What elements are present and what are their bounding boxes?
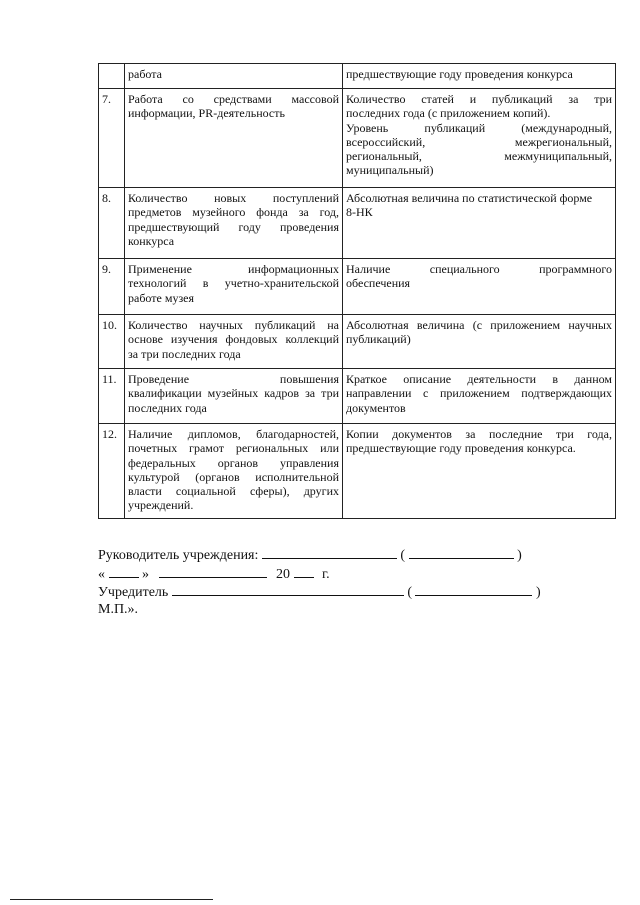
- stamp-line: [98, 602, 541, 619]
- criterion-name: [125, 259, 343, 315]
- text-line: Работа со средствами массовой: [128, 92, 339, 106]
- text-line: направлении с приложением подтверждающих: [346, 386, 612, 401]
- criterion-description: [343, 64, 616, 89]
- signature-blank: [172, 583, 404, 596]
- table-row: [99, 89, 616, 188]
- table-row: [99, 369, 616, 424]
- text-line: предшествующие году проведения конкурса.: [346, 441, 576, 456]
- text-line: региональный, межмуниципальный,: [346, 149, 612, 164]
- text-line: Наличие специального программного: [346, 262, 612, 276]
- founder-signature-line: [98, 583, 541, 602]
- text-line: Краткое описание деятельности в данном: [346, 372, 612, 386]
- open-paren: (: [400, 548, 406, 563]
- text-line: информации, PR-деятельность: [128, 106, 285, 121]
- signature-block: [98, 546, 541, 618]
- criterion-name: [125, 188, 343, 259]
- text-line: Наличие дипломов, благодарностей,: [128, 427, 339, 441]
- text-line: работе музея: [128, 290, 195, 305]
- year-prefix: 20: [276, 566, 290, 582]
- close-paren: ): [517, 548, 522, 563]
- text-line: власти социальной сферы), других: [128, 484, 339, 499]
- text-line: документов: [346, 400, 406, 415]
- text-line: квалификации музейных кадров за три: [128, 386, 339, 401]
- text-line: обеспечения: [346, 276, 411, 291]
- criterion-description: [343, 369, 616, 424]
- day-blank: [109, 565, 139, 578]
- close-paren: ): [535, 585, 541, 601]
- text-line: предметов музейного фонда за год,: [128, 205, 339, 220]
- text-line: федеральных органов управления: [128, 455, 339, 470]
- text-line: предшествующий году проведения: [128, 219, 339, 234]
- text-line: почетных грамот региональных или: [128, 441, 339, 456]
- text-line: Уровень публикаций (международный,: [346, 120, 612, 135]
- text-line: Проведение повышения: [128, 372, 339, 386]
- text-line: Абсолютная величина (с приложением научных: [346, 318, 612, 332]
- text-line: всероссийский, межрегиональный,: [346, 134, 612, 149]
- text-line: учреждений.: [128, 498, 194, 513]
- row-number: 11.: [99, 369, 125, 424]
- row-number: 9.: [99, 259, 125, 315]
- criterion-description: [343, 315, 616, 369]
- text-line: последних года (с приложением копий).: [346, 106, 551, 121]
- name-blank: [409, 546, 514, 559]
- text-line: Количество новых поступлений: [128, 191, 339, 205]
- criterion-name: [125, 424, 343, 519]
- table-row: [99, 315, 616, 369]
- text-line: предшествующие году проведения конкурса: [346, 67, 573, 81]
- criterion-name: [125, 315, 343, 369]
- text-line: Количество научных публикаций на: [128, 318, 339, 332]
- criterion-description: [343, 89, 616, 188]
- footnote-divider: [10, 899, 213, 900]
- row-number: 12.: [99, 424, 125, 519]
- head-signature-line: [98, 546, 541, 565]
- text-line: 8-НК: [346, 205, 373, 220]
- quote-open: «: [98, 566, 105, 582]
- month-blank: [159, 565, 267, 578]
- text-line: Абсолютная величина по статистической форме: [346, 191, 593, 205]
- text-line: публикаций): [346, 332, 411, 347]
- text-line: муниципальный): [346, 163, 434, 178]
- text-line: за три последних года: [128, 346, 241, 361]
- text-line: технологий в учетно-хранительской: [128, 276, 339, 291]
- table-row: [99, 424, 616, 519]
- founder-label: Учредитель: [98, 585, 169, 601]
- text-line: культурой (органов исполнительной: [128, 469, 339, 484]
- text-line: конкурса: [128, 233, 175, 248]
- head-label: Руководитель учреждения:: [98, 548, 259, 563]
- text-line: Применение информационных: [128, 262, 339, 276]
- criterion-description: [343, 424, 616, 519]
- criterion-name: [125, 64, 343, 89]
- table-row: [99, 64, 616, 89]
- year-suffix: г.: [322, 566, 330, 582]
- row-number: 7.: [99, 89, 125, 188]
- row-number: 10.: [99, 315, 125, 369]
- criterion-description: [343, 259, 616, 315]
- text-line: последних года: [128, 400, 207, 415]
- signature-blank: [262, 546, 397, 559]
- open-paren: (: [407, 585, 412, 601]
- date-line: [98, 565, 541, 584]
- criteria-table: [98, 63, 616, 519]
- criterion-name: [125, 89, 343, 188]
- text-line: работа: [128, 67, 162, 81]
- table-row: [99, 188, 616, 259]
- stamp-label: М.П.».: [98, 601, 139, 617]
- year-blank: [294, 565, 314, 578]
- text-line: Копии документов за последние три года,: [346, 427, 612, 441]
- text-line: основе изучения фондовых коллекций: [128, 332, 339, 347]
- row-number: 8.: [99, 188, 125, 259]
- quote-close: »: [142, 566, 149, 582]
- table-row: [99, 259, 616, 315]
- criterion-description: [343, 188, 616, 259]
- row-number: [99, 64, 125, 89]
- text-line: Количество статей и публикаций за три: [346, 92, 612, 106]
- name-blank: [415, 583, 532, 596]
- criterion-name: [125, 369, 343, 424]
